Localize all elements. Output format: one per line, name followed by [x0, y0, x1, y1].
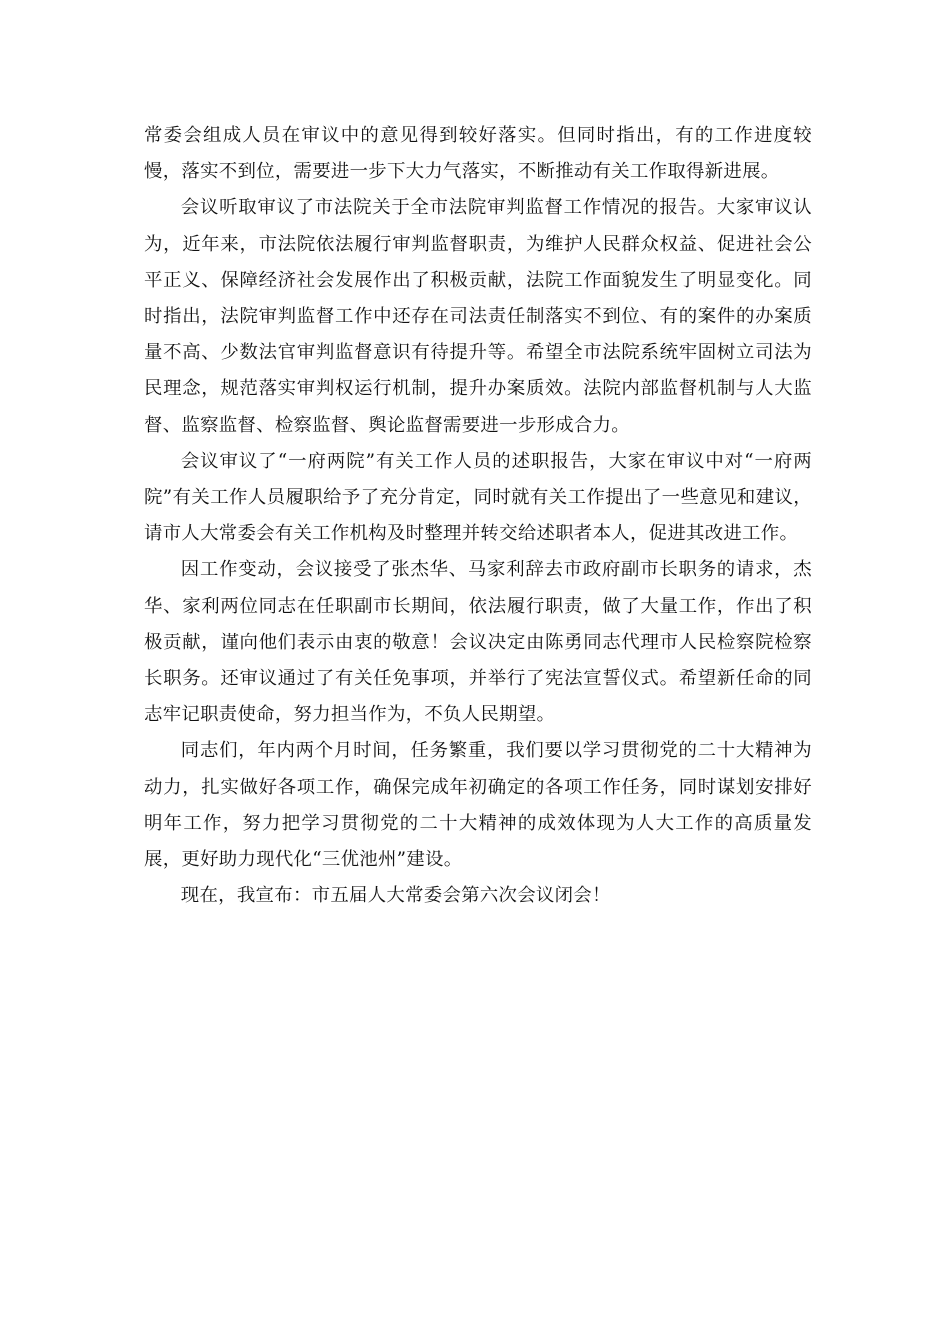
paragraph-work-reports: 会议审议了“一府两院”有关工作人员的述职报告，大家在审议中对“一府两院”有关工作人员履职给予了充分肯定，同时就有关工作提出了一些意见和建议，请市人大常委会有关工作机构及时整理并转交给述职者本人，促进其改进工作。 — [144, 450, 812, 545]
paragraph-continuation: 常委会组成人员在审议中的意见得到较好落实。但同时指出，有的工作进度较慢，落实不到位，需要进一步下大力气落实，不断推动有关工作取得新进展。 — [144, 125, 812, 183]
paragraph-personnel: 因工作变动，会议接受了张杰华、马家利辞去市政府副市长职务的请求，杰华、家利两位同志在任职副市长期间，依法履行职责，做了大量工作，作出了积极贡献，谨向他们表示由衷的敬意！会议决定由陈勇同志代理市人民检察院检察长职务。还审议通过了有关任免事项，并举行了宪法宣誓仪式。希望新任命的同志牢记职责使命，努力担当作为，不负人民期望。 — [144, 559, 812, 726]
paragraph-court-report: 会议听取审议了市法院关于全市法院审判监督工作情况的报告。大家审议认为，近年来，市法院依法履行审判监督职责，为维护人民群众权益、促进社会公平正义、保障经济社会发展作出了积极贡献，法院工作面貌发生了明显变化。同时指出，法院审判监督工作中还存在司法责任制落实不到位、有的案件的办案质量不高、少数法官审判监督意识有待提升等。希望全市法院系统牢固树立司法为民理念，规范落实审判权运行机制，提升办案质效。法院内部监督机制与人大监督、监察监督、检察监督、舆论监督需要进一步形成合力。 — [144, 197, 812, 436]
paragraph-closing-remarks: 同志们，年内两个月时间，任务繁重，我们要以学习贯彻党的二十大精神为动力，扎实做好各项工作，确保完成年初确定的各项工作任务，同时谋划安排好明年工作，努力把学习贯彻党的二十大精神的成效体现为人大工作的高质量发展，更好助力现代化“三优池州”建设。 — [144, 740, 812, 871]
paragraph-announcement: 现在，我宣布：市五届人大常委会第六次会议闭会！ — [180, 885, 611, 907]
document-body — [144, 118, 812, 914]
